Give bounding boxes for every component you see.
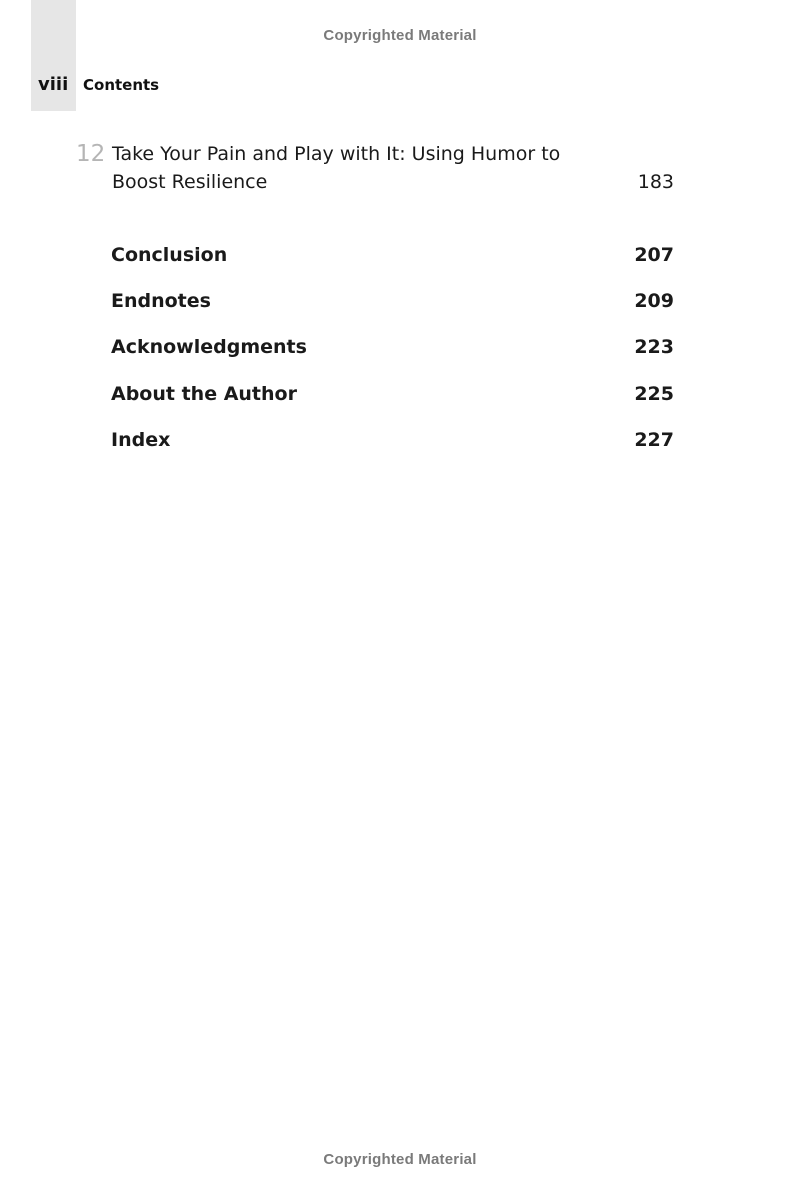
chapter-title: Take Your Pain and Play with It: Using Humor to Boost Resilience: [112, 143, 561, 193]
copyright-watermark-bottom: Copyrighted Material: [323, 1151, 477, 1168]
toc-entry-index: [111, 425, 674, 471]
chapter-number: 12: [76, 141, 106, 167]
toc-entry-conclusion: [111, 240, 674, 286]
toc-back-matter-list: [111, 240, 674, 471]
toc-entry-page: 227: [634, 428, 674, 451]
toc-entry-page: 225: [634, 382, 674, 405]
toc-entry-endnotes: [111, 286, 674, 332]
toc-entry-about-the-author: [111, 379, 674, 425]
toc-entry-title: Endnotes: [111, 290, 211, 313]
toc-entry-title: Index: [111, 428, 171, 451]
copyright-watermark-top: Copyrighted Material: [323, 27, 477, 44]
page-number: viii: [38, 74, 69, 95]
toc-entry-page: 223: [634, 336, 674, 359]
toc-entry-title: Acknowledgments: [111, 336, 307, 359]
toc-entry-page: 207: [634, 244, 674, 266]
running-head: [38, 74, 159, 95]
toc-entry-acknowledgments: [111, 332, 674, 378]
chapter-page-number: 183: [637, 171, 674, 193]
toc-entry-title: Conclusion: [111, 244, 228, 266]
running-head-title: Contents: [83, 76, 160, 94]
toc-entry-page: 209: [634, 290, 674, 313]
toc-entry-title: About the Author: [111, 382, 297, 405]
